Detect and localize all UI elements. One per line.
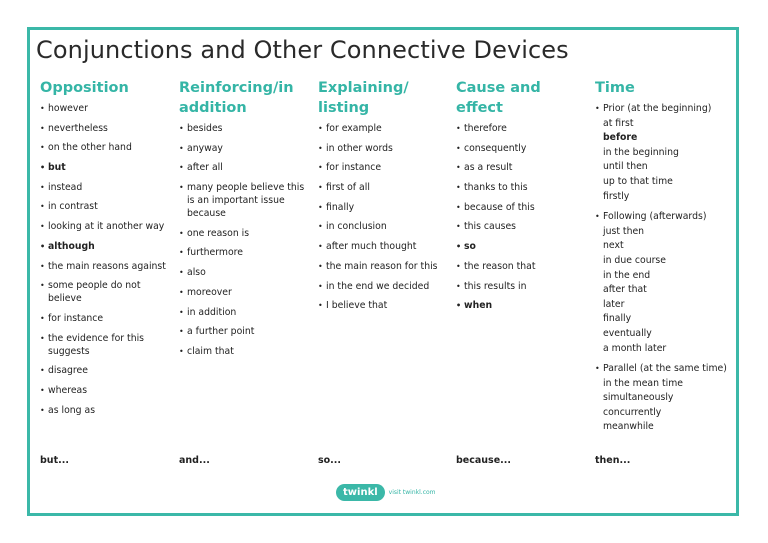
time-groups [595,102,735,435]
time-sub-item: up to that time [603,175,673,187]
column-reinforcing [179,78,309,365]
list-item: • in other words [318,142,448,155]
list-item: • the reason that [456,260,586,273]
time-sub-item: before [603,132,638,144]
time-sub-item: eventually [603,327,652,339]
column-footer: but... [40,455,69,466]
time-sub-item: meanwhile [603,421,654,433]
list-item: • this results in [456,280,586,293]
column-explaining [318,78,448,319]
column-heading: Cause and effect [456,80,541,116]
time-group-lead: • Parallel (at the same time) [595,362,735,377]
time-sub-item: concurrently [603,406,662,418]
column-heading: Opposition [40,80,129,96]
time-group-lead: • Prior (at the beginning) [595,102,735,117]
list-item: • looking at it another way [40,220,175,233]
column-heading: Reinforcing/in addition [179,80,294,116]
list-item: • I believe that [318,299,448,312]
word-list [318,122,448,312]
list-item: • furthermore [179,246,309,259]
column-opposition [40,78,175,423]
word-list [179,122,309,358]
time-sub-item: in due course [603,254,666,266]
list-item: • the main reason for this [318,260,448,273]
list-item: • in conclusion [318,220,448,233]
list-item: • therefore [456,122,586,135]
list-item: • moreover [179,286,309,299]
time-sub-item: in the beginning [603,146,679,158]
column-time [595,78,735,441]
column-heading: Explaining/ listing [318,80,409,116]
list-item: • on the other hand [40,141,175,154]
column-footer: because... [456,455,511,466]
list-item: • for example [318,122,448,135]
list-item: • finally [318,201,448,214]
list-item: • one reason is [179,227,309,240]
time-sub-item: at first [603,117,634,129]
list-item: • although [40,240,175,253]
twinkl-logo[interactable] [336,484,436,501]
page-title: Conjunctions and Other Connective Devices [36,36,569,64]
list-item: • after all [179,161,309,174]
time-sub-item: in the mean time [603,377,683,389]
list-item: • however [40,102,175,115]
list-item: • in addition [179,306,309,319]
list-item: • so [456,240,586,253]
column-heading: Time [595,80,635,96]
time-sub-item: in the end [603,269,651,281]
list-item: • in the end we decided [318,280,448,293]
list-item: • this causes [456,220,586,233]
list-item: • the main reasons against [40,260,175,273]
time-sub-item: after that [603,284,647,296]
list-item: • when [456,299,586,312]
list-item: • after much thought [318,240,448,253]
list-item: • but [40,161,175,174]
list-item: • claim that [179,345,309,358]
time-group [595,102,735,204]
list-item: • because of this [456,201,586,214]
list-item: • disagree [40,364,175,377]
time-sub-item: next [603,240,624,252]
list-item: • besides [179,122,309,135]
column-footer: and... [179,455,210,466]
time-group [595,210,735,356]
list-item: • instead [40,181,175,194]
word-list [40,102,175,417]
list-item: • consequently [456,142,586,155]
list-item: • for instance [318,161,448,174]
list-item: • a further point [179,325,309,338]
list-item: • in contrast [40,200,175,213]
time-group-lead: • Following (afterwards) [595,210,735,225]
time-sub-item: simultaneously [603,392,674,404]
column-footer: so... [318,455,342,466]
list-item: • also [179,266,309,279]
list-item: • as long as [40,404,175,417]
list-item: • whereas [40,384,175,397]
column-footer: then... [595,455,631,466]
logo-brand: twinkl [336,484,385,501]
time-group [595,362,735,435]
list-item: • many people believe this is an important issue because [179,181,309,220]
time-sub-item: just then [603,225,645,237]
list-item: • nevertheless [40,122,175,135]
word-list [456,122,586,312]
logo-tagline: visit twinkl.com [388,489,436,496]
time-sub-item: firstly [603,190,630,202]
list-item: • as a result [456,161,586,174]
column-cause-effect [456,78,586,319]
list-item: • for instance [40,312,175,325]
list-item: • first of all [318,181,448,194]
time-sub-item: later [603,298,625,310]
time-sub-item: a month later [603,342,667,354]
list-item: • some people do not believe [40,279,175,305]
time-sub-item: finally [603,313,632,325]
time-sub-item: until then [603,161,648,173]
list-item: • thanks to this [456,181,586,194]
list-item: • anyway [179,142,309,155]
list-item: • the evidence for this suggests [40,332,175,358]
